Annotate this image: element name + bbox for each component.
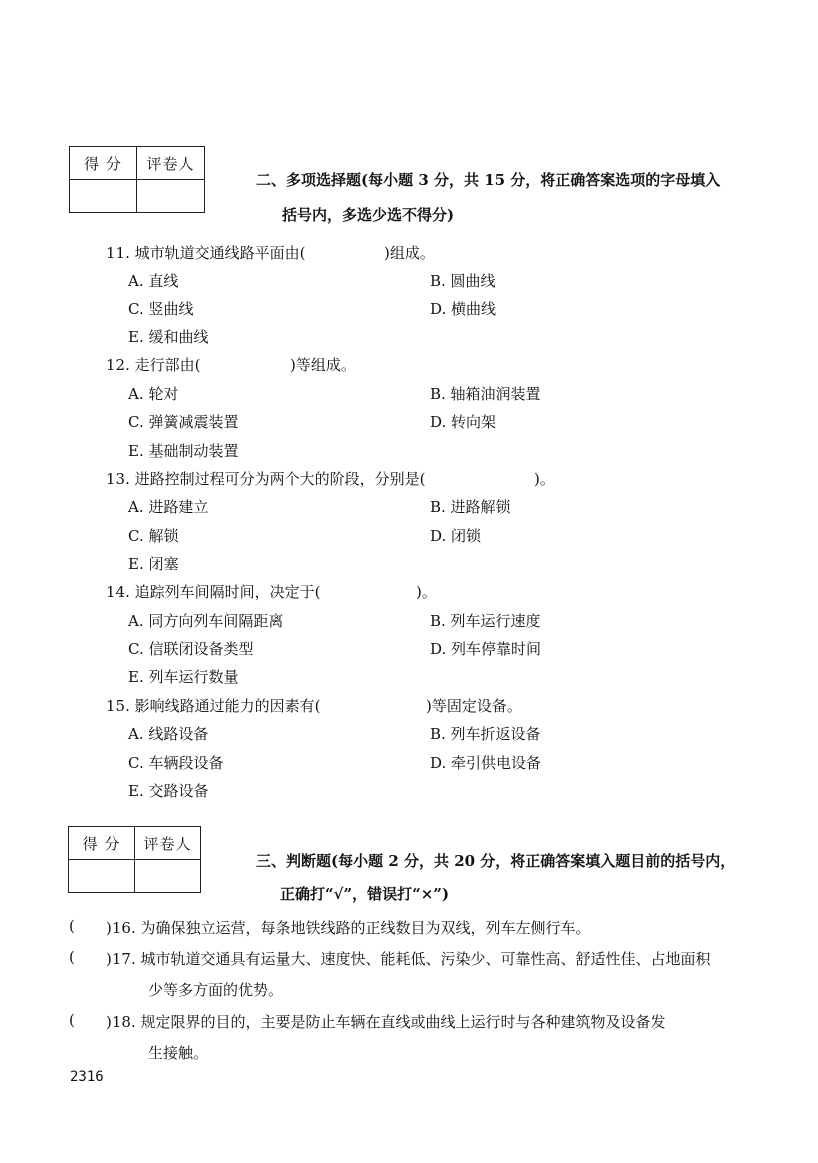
score-table-section3 xyxy=(68,826,201,893)
question-stem-start: 13. 进路控制过程可分为两个大的阶段，分别是( xyxy=(106,470,426,488)
question-stem-start: 14. 追踪列车间隔时间，决定于( xyxy=(106,583,321,601)
option-d[interactable]: D. 横曲线 xyxy=(430,300,497,318)
page-number: 2316 xyxy=(70,1069,104,1085)
grader-cell[interactable] xyxy=(135,860,201,893)
option-d[interactable]: D. 列车停靠时间 xyxy=(430,640,542,658)
answer-bracket-open[interactable]: ( xyxy=(69,948,75,966)
question-stem-end: )等固定设备。 xyxy=(426,697,522,715)
question-stem-end: )。 xyxy=(416,583,437,601)
question-stem-end: )。 xyxy=(534,470,555,488)
option-e[interactable]: E. 闭塞 xyxy=(128,555,179,573)
option-c[interactable]: C. 弹簧减震装置 xyxy=(128,413,239,431)
option-a[interactable]: A. 进路建立 xyxy=(128,498,209,516)
question-stem-end: )组成。 xyxy=(384,244,435,262)
option-b[interactable]: B. 进路解锁 xyxy=(430,498,511,516)
score-label: 得 分 xyxy=(70,147,137,180)
judgment-continuation: 生接触。 xyxy=(148,1044,209,1062)
option-a[interactable]: A. 直线 xyxy=(128,272,179,290)
option-c[interactable]: C. 竖曲线 xyxy=(128,300,194,318)
score-cell[interactable] xyxy=(70,180,137,213)
option-e[interactable]: E. 列车运行数量 xyxy=(128,668,239,686)
option-e[interactable]: E. 基础制动装置 xyxy=(128,442,239,460)
option-b[interactable]: B. 列车运行速度 xyxy=(430,612,541,630)
section3-title-line2: 正确打“√”，错误打“×”) xyxy=(280,885,450,903)
score-table-section2 xyxy=(69,146,205,213)
option-b[interactable]: B. 轴箱油润装置 xyxy=(430,385,541,403)
answer-bracket-open[interactable]: ( xyxy=(69,917,75,935)
judgment-text: )17. 城市轨道交通具有运量大、速度快、能耗低、污染少、可靠性高、舒适性佳、占地面积 xyxy=(106,950,711,968)
section2-title-line2: 括号内，多选少选不得分) xyxy=(282,206,455,224)
option-d[interactable]: D. 转向架 xyxy=(430,413,497,431)
option-a[interactable]: A. 线路设备 xyxy=(128,725,209,743)
option-c[interactable]: C. 解锁 xyxy=(128,527,179,545)
question-stem-end: )等组成。 xyxy=(290,356,356,374)
option-e[interactable]: E. 缓和曲线 xyxy=(128,328,209,346)
question-stem-start: 15. 影响线路通过能力的因素有( xyxy=(106,697,321,715)
option-e[interactable]: E. 交路设备 xyxy=(128,782,209,800)
answer-bracket-open[interactable]: ( xyxy=(69,1011,75,1029)
grader-label: 评卷人 xyxy=(137,147,205,180)
grader-cell[interactable] xyxy=(137,180,205,213)
judgment-continuation: 少等多方面的优势。 xyxy=(148,981,284,999)
option-c[interactable]: C. 信联闭设备类型 xyxy=(128,640,254,658)
option-c[interactable]: C. 车辆段设备 xyxy=(128,754,224,772)
question-stem-start: 11. 城市轨道交通线路平面由( xyxy=(106,244,306,262)
score-label: 得 分 xyxy=(69,827,135,860)
option-b[interactable]: B. 圆曲线 xyxy=(430,272,496,290)
section3-title-line1: 三、判断题(每小题 2 分，共 20 分，将正确答案填入题目前的括号内， xyxy=(256,852,736,870)
option-d[interactable]: D. 牵引供电设备 xyxy=(430,754,542,772)
score-cell[interactable] xyxy=(69,860,135,893)
judgment-text: )18. 规定限界的目的，主要是防止车辆在直线或曲线上运行时与各种建筑物及设备发 xyxy=(106,1013,666,1031)
grader-label: 评卷人 xyxy=(135,827,201,860)
option-b[interactable]: B. 列车折返设备 xyxy=(430,725,541,743)
option-a[interactable]: A. 同方向列车间隔距离 xyxy=(128,612,284,630)
option-a[interactable]: A. 轮对 xyxy=(128,385,179,403)
question-stem-start: 12. 走行部由( xyxy=(106,356,201,374)
judgment-text: )16. 为确保独立运营，每条地铁线路的正线数目为双线，列车左侧行车。 xyxy=(106,919,591,937)
option-d[interactable]: D. 闭锁 xyxy=(430,527,482,545)
section2-title-line1: 二、多项选择题(每小题 3 分，共 15 分，将正确答案选项的字母填入 xyxy=(256,171,721,189)
